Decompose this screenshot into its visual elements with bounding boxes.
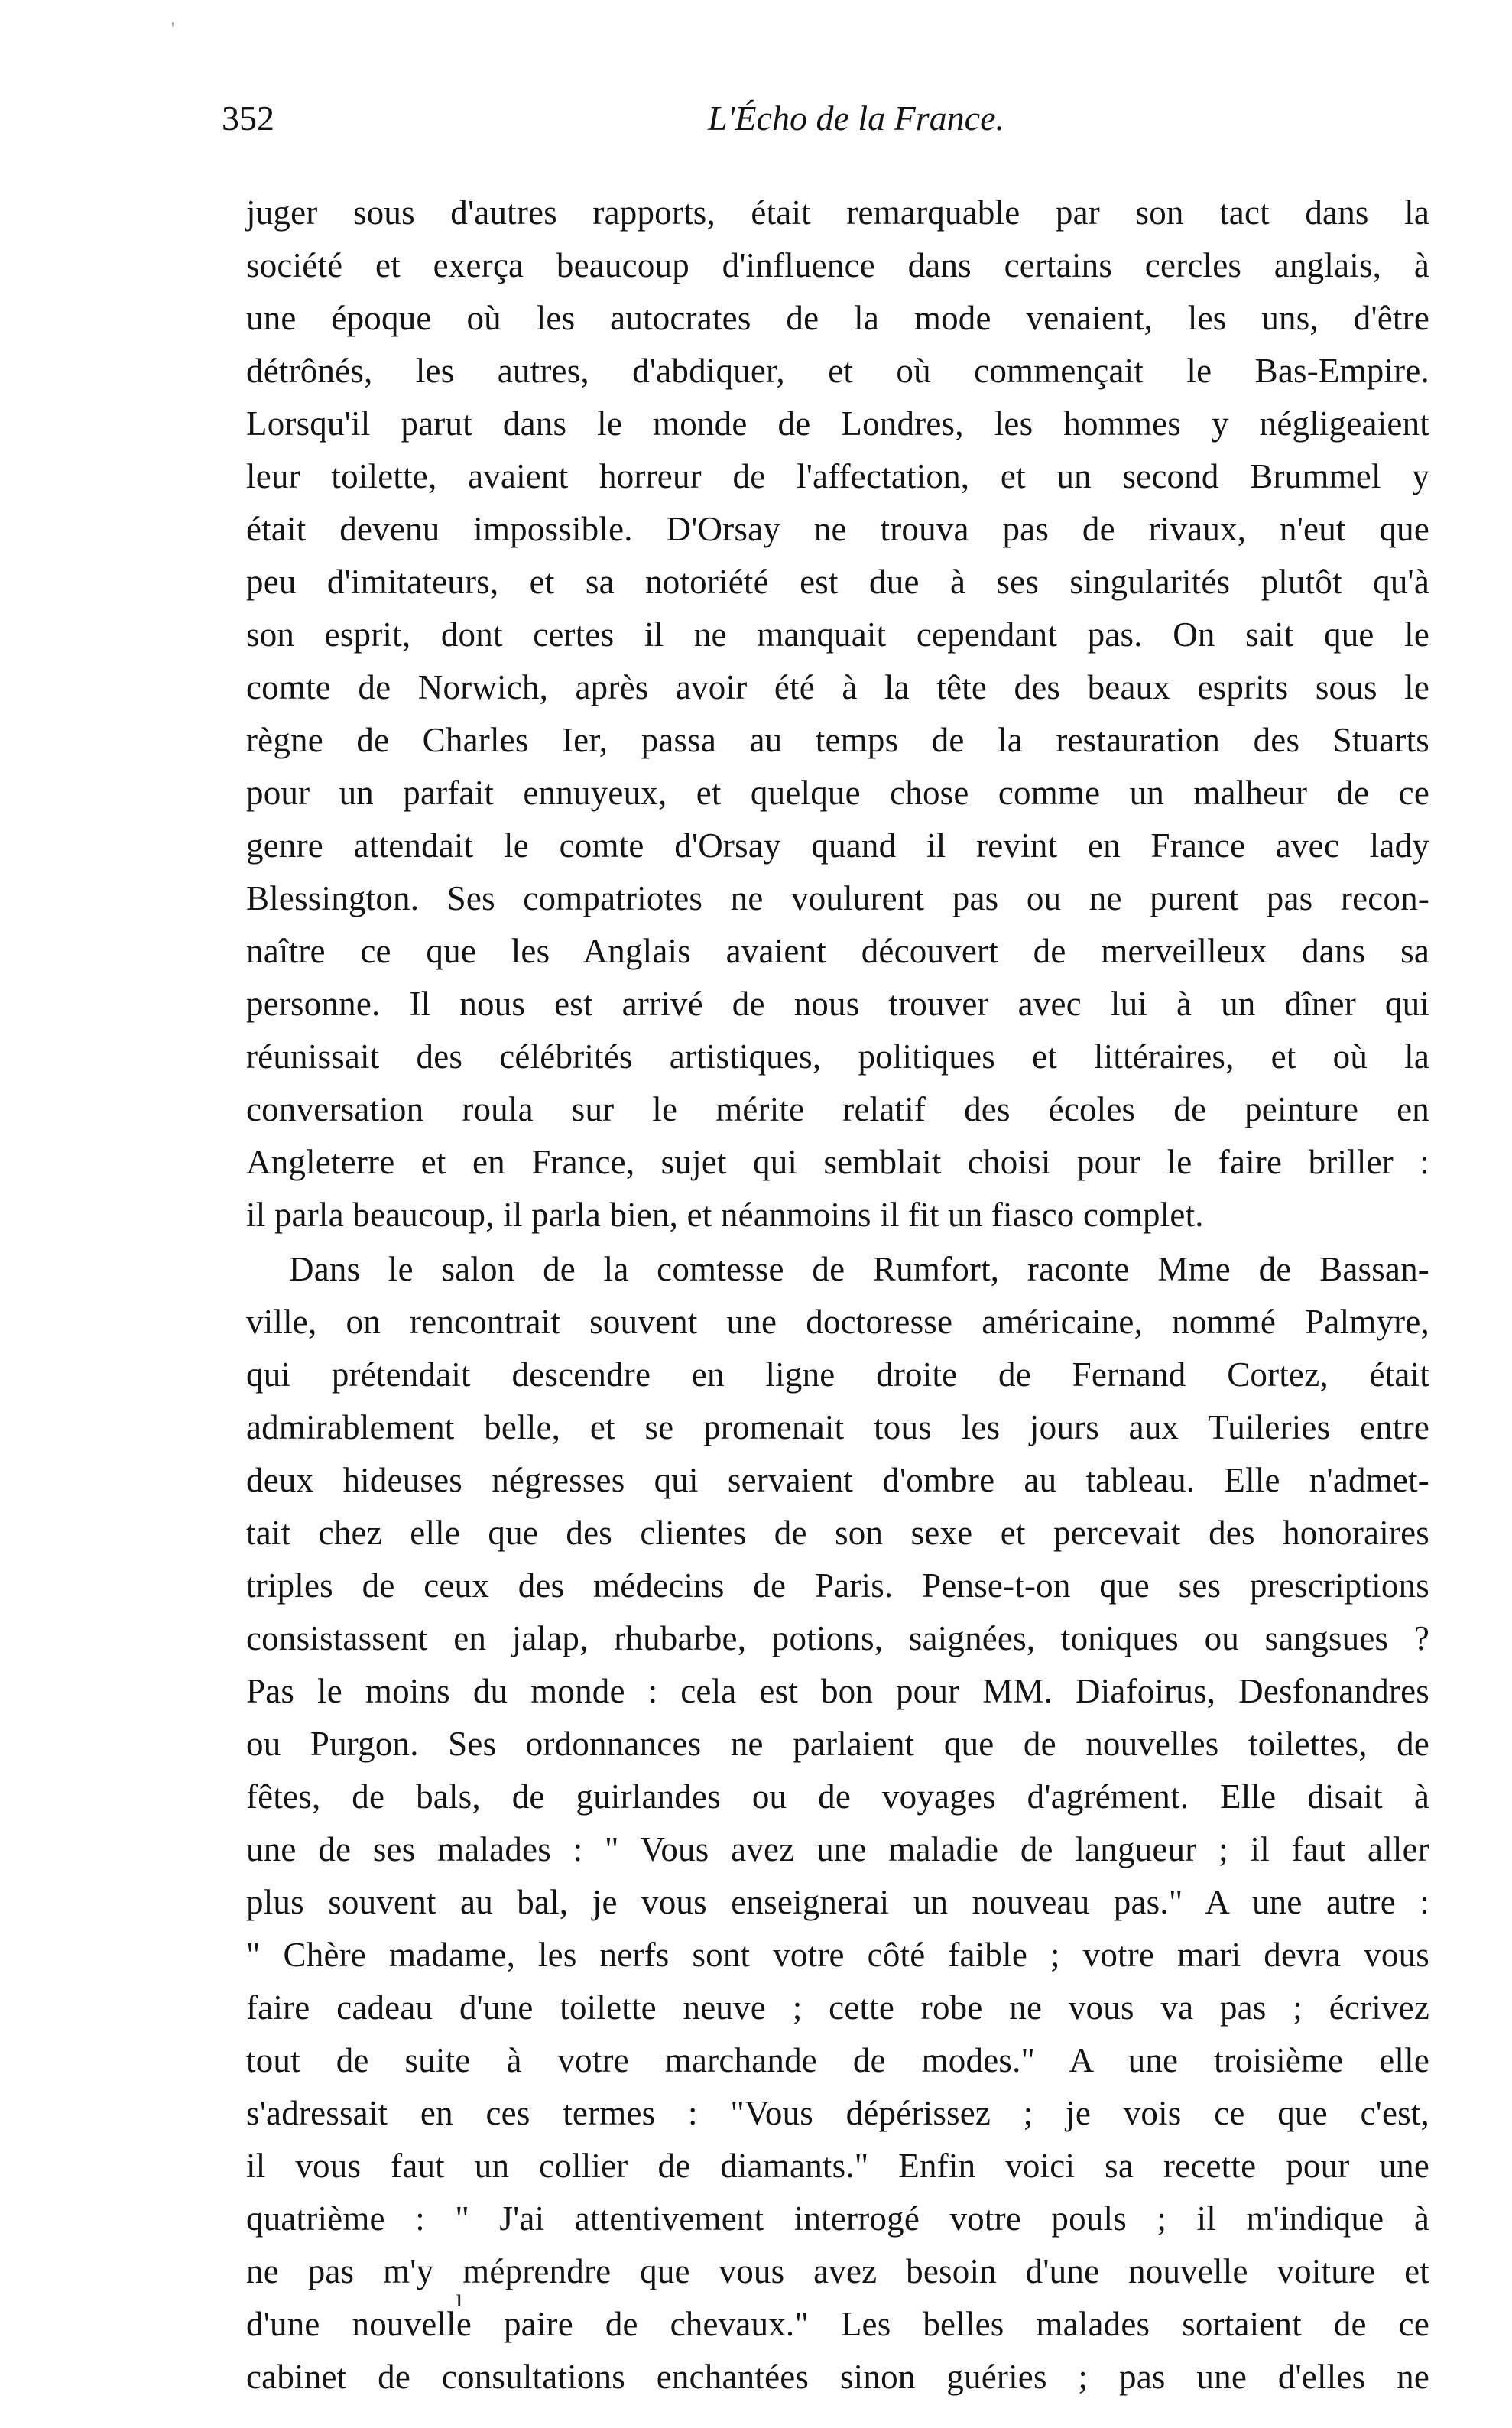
text-line: cabinet de consultations enchantées sinon guéries ; pas une d'elles ne: [246, 2358, 1429, 2396]
text-line: détrônés, les autres, d'abdiquer, et où commençait le Bas-Empire.: [246, 352, 1429, 390]
text-line: société et exerça beaucoup d'influence dans certains cercles anglais, à: [246, 246, 1429, 284]
footer-mark: ı: [456, 2284, 463, 2313]
text-line: deux hideuses négresses qui servaient d'ombre au tableau. Elle n'admet-: [246, 1461, 1429, 1499]
page-number: 352: [222, 99, 274, 138]
text-line: plus souvent au bal, je vous enseignerai un nouveau pas." A une autre :: [246, 1883, 1429, 1921]
text-line: d'une nouvelle paire de chevaux." Les belles malades sortaient de ce: [246, 2305, 1429, 2343]
text-line: était devenu impossible. D'Orsay ne trouva pas de rivaux, n'eut que: [246, 510, 1429, 548]
text-line: ne pas m'y méprendre que vous avez besoin d'une nouvelle voiture et: [246, 2252, 1429, 2290]
text-line: Pas le moins du monde : cela est bon pour MM. Diafoirus, Desfonandres: [246, 1672, 1429, 1710]
text-line: règne de Charles Ier, passa au temps de la restauration des Stuarts: [246, 721, 1429, 759]
text-line: Blessington. Ses compatriotes ne voulurent pas ou ne purent pas recon-: [246, 879, 1429, 917]
text-line: tait chez elle que des clientes de son sexe et percevait des honoraires: [246, 1514, 1429, 1552]
text-line: une époque où les autocrates de la mode venaient, les uns, d'être: [246, 299, 1429, 337]
text-line: naître ce que les Anglais avaient découvert de merveilleux dans sa: [246, 932, 1429, 970]
text-line: conversation roula sur le mérite relatif des écoles de peinture en: [246, 1090, 1429, 1128]
body-text: [246, 187, 1429, 2404]
text-line: genre attendait le comte d'Orsay quand il revint en France avec lady: [246, 826, 1429, 865]
text-line: une de ses malades : " Vous avez une maladie de langueur ; il faut aller: [246, 1830, 1429, 1868]
text-line: s'adressait en ces termes : "Vous dépérissez ; je vois ce que c'est,: [246, 2094, 1429, 2132]
text-line: tout de suite à votre marchande de modes." A une troisième elle: [246, 2041, 1429, 2079]
text-line: juger sous d'autres rapports, était remarquable par son tact dans la: [246, 193, 1429, 232]
text-line: leur toilette, avaient horreur de l'affectation, et un second Brummel y: [246, 457, 1429, 495]
paragraph-start-line: Dans le salon de la comtesse de Rumfort, raconte Mme de Bassan-: [289, 1250, 1429, 1288]
text-line: réunissait des célébrités artistiques, politiques et littéraires, et où la: [246, 1037, 1429, 1076]
text-line: son esprit, dont certes il ne manquait cependant pas. On sait que le: [246, 615, 1429, 654]
text-line: Lorsqu'il parut dans le monde de Londres, les hommes y négligeaient: [246, 404, 1429, 443]
text-line: qui prétendait descendre en ligne droite de Fernand Cortez, était: [246, 1355, 1429, 1394]
text-line: " Chère madame, les nerfs sont votre côté faible ; votre mari devra vous: [246, 1936, 1429, 1974]
text-line: admirablement belle, et se promenait tous les jours aux Tuileries entre: [246, 1408, 1429, 1446]
corner-tick-mark: ': [171, 18, 174, 37]
text-line: Angleterre et en France, sujet qui semblait choisi pour le faire briller :: [246, 1143, 1429, 1181]
text-line: faire cadeau d'une toilette neuve ; cette robe ne vous va pas ; écrivez: [246, 1988, 1429, 2027]
text-line: peu d'imitateurs, et sa notoriété est due à ses singularités plutôt qu'à: [246, 563, 1429, 601]
page-header: [222, 92, 1422, 145]
text-line: ville, on rencontrait souvent une doctoresse américaine, nommé Palmyre,: [246, 1303, 1429, 1341]
text-line: personne. Il nous est arrivé de nous trouver avec lui à un dîner qui: [246, 985, 1429, 1023]
running-title: L'Écho de la France.: [708, 99, 1004, 138]
text-line: ou Purgon. Ses ordonnances ne parlaient que de nouvelles toilettes, de: [246, 1725, 1429, 1763]
text-line: triples de ceux des médecins de Paris. Pense-t-on que ses prescriptions: [246, 1566, 1429, 1605]
text-line: comte de Norwich, après avoir été à la tête des beaux esprits sous le: [246, 668, 1429, 706]
text-line: quatrième : " J'ai attentivement interrogé votre pouls ; il m'indique à: [246, 2199, 1429, 2238]
text-line: pour un parfait ennuyeux, et quelque chose comme un malheur de ce: [246, 774, 1429, 812]
text-line: consistassent en jalap, rhubarbe, potions, saignées, toniques ou sangsues ?: [246, 1619, 1429, 1657]
text-line: fêtes, de bals, de guirlandes ou de voyages d'agrément. Elle disait à: [246, 1777, 1429, 1816]
text-line: il vous faut un collier de diamants." Enfin voici sa recette pour une: [246, 2147, 1429, 2185]
paragraph-end-line: il parla beaucoup, il parla bien, et néanmoins il fit un fiasco complet.: [246, 1196, 1204, 1234]
